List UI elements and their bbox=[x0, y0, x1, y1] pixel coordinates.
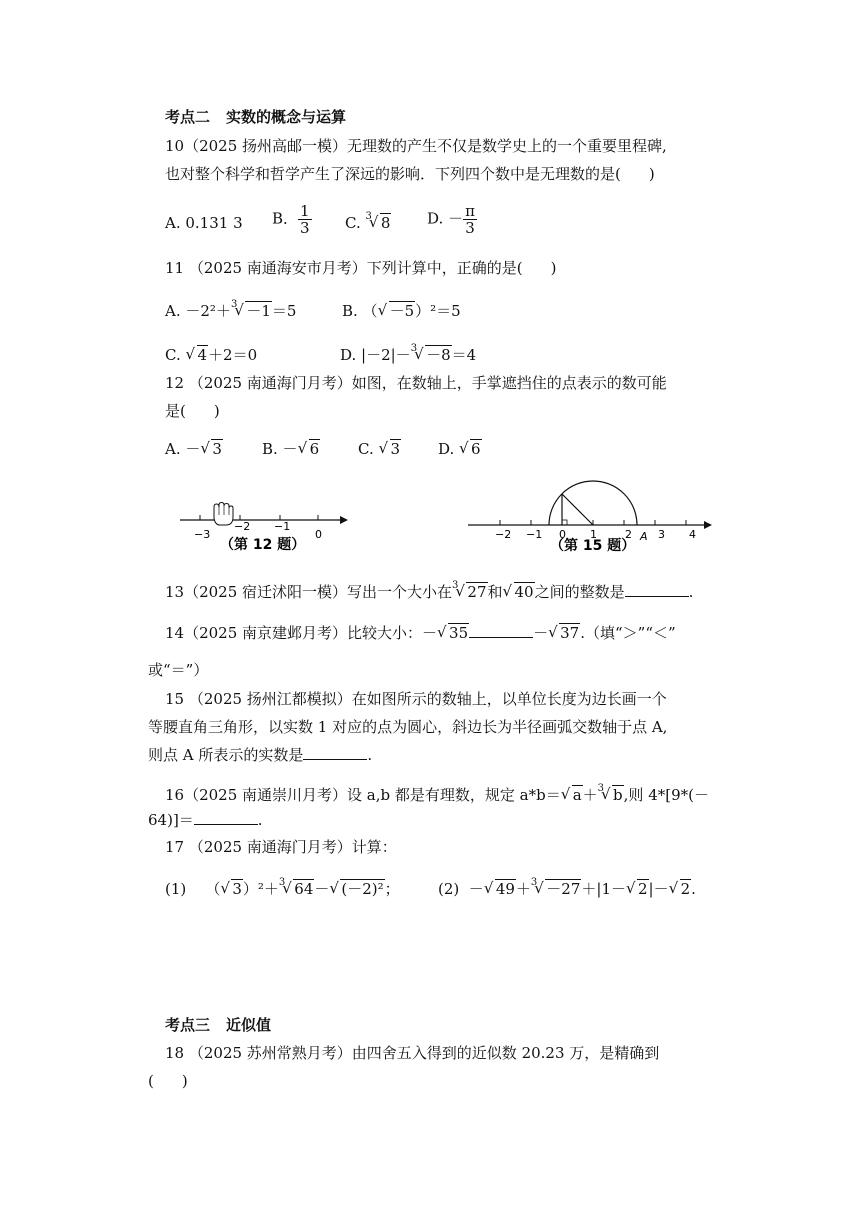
q17-stem: 17 （2025 南通海门月考）计算： bbox=[165, 838, 397, 856]
q18-stem-line2: ( ) bbox=[148, 1072, 188, 1090]
q12-option-c: C. √ 3 bbox=[358, 439, 401, 459]
q16-stem: 16（2025 南通崇川月考）设 a,b 都是有理数，规定 a*b＝√ a＋$^3$√ b,则 4*[9*(－ bbox=[165, 785, 709, 808]
q11-option-d: D. |－2|－$^3$√ －8＝4 bbox=[340, 345, 476, 368]
fig15-tick-label: 3 bbox=[658, 528, 665, 541]
q10-option-a: A. 0.131 3 bbox=[165, 214, 243, 232]
q12-option-d: D. √ 6 bbox=[438, 439, 482, 459]
hand-icon bbox=[214, 503, 233, 526]
fig15-caption: （第 15 题） bbox=[550, 538, 636, 554]
fig15-tick-label: 2 bbox=[625, 528, 632, 541]
fig15-tick-label: −2 bbox=[495, 528, 512, 541]
q10-option-d: D. － $\frac{\pi}{3}$ bbox=[427, 202, 475, 237]
q15-stem: 15 （2025 扬州江都模拟）在如图所示的数轴上，以单位长度为边长画一个 bbox=[165, 690, 667, 708]
q11-option-b: B. （√ －5）²＝5 bbox=[342, 301, 461, 321]
q11-option-c: C. √ 4＋2＝0 bbox=[165, 345, 257, 365]
fig12-tick-label: −2 bbox=[234, 520, 251, 533]
q10-option-c: C. $^3$√ 8 bbox=[345, 213, 391, 236]
fig15-tick-label: 0 bbox=[559, 528, 566, 541]
section-heading-2: 考点二 实数的概念与运算 bbox=[165, 108, 347, 126]
q17-part-1: (1) （√ 3）²＋$^3$√ 64－√ (－2)²； bbox=[165, 879, 400, 902]
section-heading-3: 考点三 近似值 bbox=[165, 1016, 272, 1034]
fig12-caption: （第 12 题） bbox=[220, 537, 306, 553]
q13-stem: 13（2025 宿迁沭阳一模）写出一个大小在$^3$√ 27和√ 40之间的整数是 . bbox=[165, 582, 693, 605]
fig15-tick-label: 4 bbox=[689, 528, 696, 541]
q12-stem: 12 （2025 南通海门月考）如图，在数轴上，手掌遮挡住的点表示的数可能 bbox=[165, 374, 667, 392]
q12-option-b: B. －√ 6 bbox=[262, 439, 320, 459]
q11-option-a: A. －2²＋$^3$√ －1＝5 bbox=[165, 301, 296, 324]
fig12-tick-label: −1 bbox=[274, 520, 291, 533]
q14-stem-line2: 或“＝”） bbox=[148, 661, 209, 679]
q11-stem: 11 （2025 南通海安市月考）下列计算中，正确的是( ) bbox=[165, 259, 557, 277]
q14-stem: 14（2025 南京建邺月考）比较大小：－√ 35 －√ 37.（填“＞”“＜” bbox=[165, 623, 676, 643]
fig15-tick-label: −1 bbox=[526, 528, 543, 541]
fig12-tick-label: −3 bbox=[194, 528, 211, 541]
q18-stem: 18 （2025 苏州常熟月考）由四舍五入得到的近似数 20.23 万，是精确到 bbox=[165, 1044, 660, 1062]
q16-stem-line2: 64)]＝ . bbox=[148, 811, 263, 829]
fig12-tick-label: 0 bbox=[315, 528, 322, 541]
fig15-point-a: A bbox=[640, 530, 648, 543]
fig15-tick-label: 1 bbox=[590, 528, 597, 541]
q15-stem-line2: 等腰直角三角形，以实数 1 对应的点为圆心，斜边长为半径画弧交数轴于点 A, bbox=[148, 718, 668, 736]
q12-option-a: A. －√ 3 bbox=[165, 439, 223, 459]
q10-stem-line2: 也对整个科学和哲学产生了深远的影响．下列四个数中是无理数的是( ) bbox=[165, 165, 655, 183]
q12-stem-line2: 是( ) bbox=[165, 402, 220, 420]
q10-stem: 10（2025 扬州高邮一模）无理数的产生不仅是数学史上的一个重要里程碑, bbox=[165, 137, 667, 155]
figure-15-number-line bbox=[465, 460, 720, 560]
q10-option-b: B． $\frac{1}{3}$ bbox=[272, 202, 310, 237]
q17-part-2: (2) －√ 49＋$^3$√ －27＋|1－√ 2|－√ 2. bbox=[438, 879, 696, 902]
figure-12-number-line bbox=[170, 495, 360, 555]
q15-stem-line3: 则点 A 所表示的实数是 . bbox=[148, 746, 373, 764]
